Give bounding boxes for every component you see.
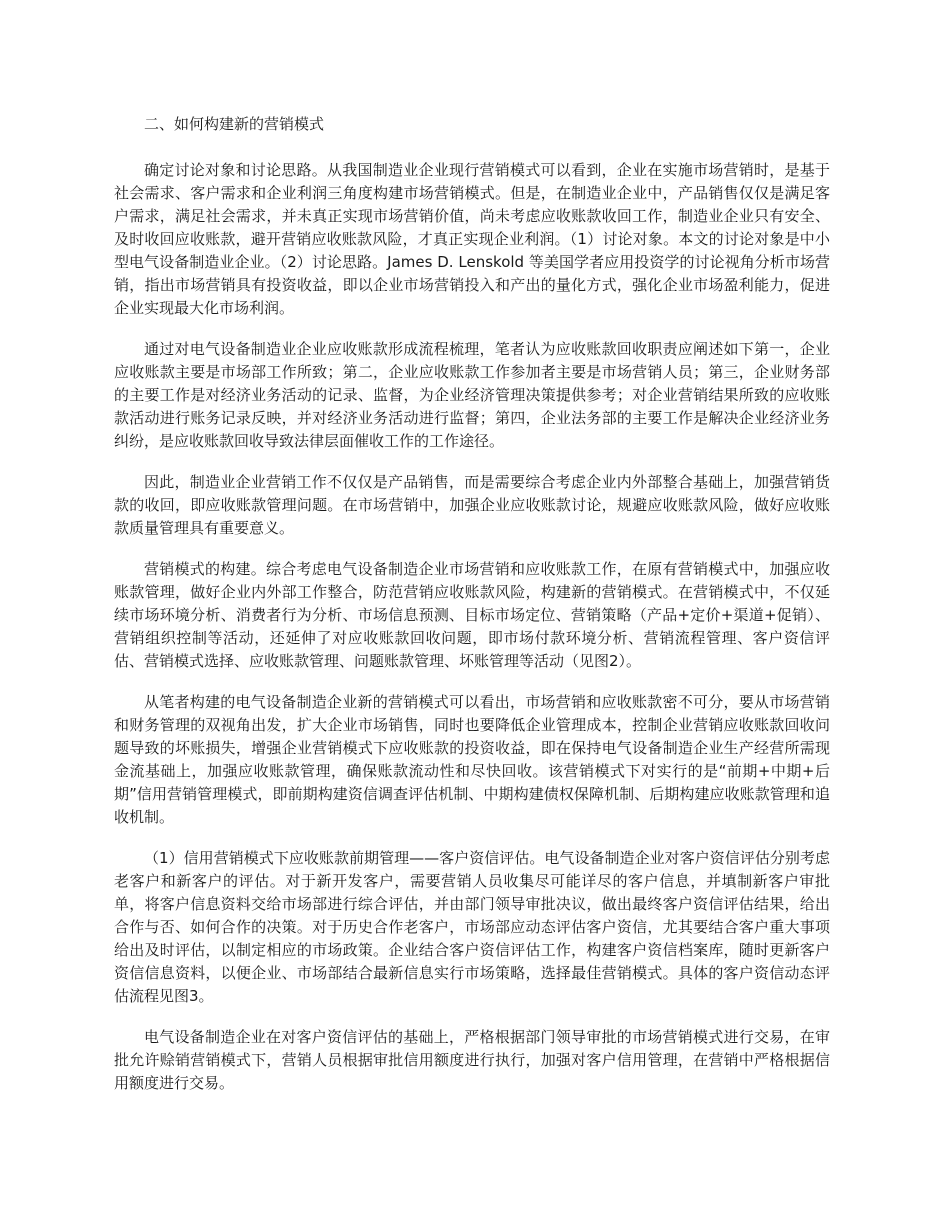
paragraph-therefore: 因此，制造业企业营销工作不仅仅是产品销售，而是需要综合考虑企业内外部整合基础上，加强营销货款的收回，即应收账款管理问题。在市场营销中，加强企业应收账款讨论，规避应收账款风险，做好应收账款质量管理具有重要意义。 (114, 473, 830, 537)
paragraph-model-analysis: 从笔者构建的电气设备制造企业新的营销模式可以看出，市场营销和应收账款密不可分，要从市场营销和财务管理的双视角出发，扩大企业市场销售，同时也要降低企业管理成本，控制企业营销应收账款回收问题导致的坏账损失，增强企业营销模式下应收账款的投资收益，即在保持电气设备制造企业生产经营所需现金流基础上，加强应收账款管理，确保账款流动性和尽快回收。该营销模式下对实行的是“前期+中期+后期”信用营销管理模式，即前期构建资信调查评估机制、中期构建债权保障机制、后期构建应收账款管理和追收机制。 (114, 693, 830, 826)
paragraph-model-construction: 营销模式的构建。综合考虑电气设备制造企业市场营销和应收账款工作，在原有营销模式中，加强应收账款管理，做好企业内外部工作整合，防范营销应收账款风险，构建新的营销模式。在营销模式中，不仅延续市场环境分析、消费者行为分析、市场信息预测、目标市场定位、营销策略（产品+定价+渠道+促销）、营销组织控制等活动，还延伸了对应收账款回收问题，即市场付款环境分析、营销流程管理、客户资信评估、营销模式选择、应收账款管理、问题账款管理、坏账管理等活动（见图2）。 (114, 560, 830, 670)
section-heading: 二、如何构建新的营销模式 (144, 115, 325, 133)
paragraph-credit-evaluation: （1）信用营销模式下应收账款前期管理——客户资信评估。电气设备制造企业对客户资信评估分别考虑老客户和新客户的评估。对于新开发客户，需要营销人员收集尽可能详尽的客户信息，并填制新客户审批单，将客户信息资料交给市场部进行综合评估，并由部门领导审批决议，做出最终客户资信评估结果，给出合作与否、如何合作的决策。对于历史合作老客户，市场部应动态评估客户资信，尤其要结合客户重大事项给出及时评估，以制定相应的市场政策。企业结合客户资信评估工作，构建客户资信档案库，随时更新客户资信信息资料，以便企业、市场部结合最新信息实行市场策略，选择最佳营销模式。具体的客户资信动态评估流程见图3。 (114, 849, 830, 1005)
paragraph-credit-trading: 电气设备制造企业在对客户资信评估的基础上，严格根据部门领导审批的市场营销模式进行交易，在审批允许赊销营销模式下，营销人员根据审批信用额度进行执行，加强对客户信用管理，在营销中严格根据信用额度进行交易。 (114, 1028, 830, 1092)
paragraph-receivable-responsibility: 通过对电气设备制造业企业应收账款形成流程梳理，笔者认为应收账款回收职责应阐述如下第一，企业应收账款主要是市场部工作所致；第二，企业应收账款工作参加者主要是市场营销人员；第三，企业财务部的主要工作是对经济业务活动的记录、监督，为企业经济管理决策提供参考；对企业营销结果所致的应收账款活动进行账务记录反映，并对经济业务活动进行监督；第四，企业法务部的主要工作是解决企业经济业务纠纷，是应收账款回收导致法律层面催收工作的工作途径。 (114, 340, 830, 450)
document-page (114, 112, 830, 1113)
paragraph-research-approach: 确定讨论对象和讨论思路。从我国制造业企业现行营销模式可以看到，企业在实施市场营销时，是基于社会需求、客户需求和企业利润三角度构建市场营销模式。但是，在制造业企业中，产品销售仅仅是满足客户需求，满足社会需求，并未真正实现市场营销价值，尚未考虑应收账款收回工作，制造业企业只有安全、及时收回应收账款，避开营销应收账款风险，才真正实现企业利润。（1）讨论对象。本文的讨论对象是中小型电气设备制造业企业。（2）讨论思路。James D. Lenskold 等美国学者应用投资学的讨论视角分析市场营销，指出市场营销具有投资收益，即以企业市场营销投入和产出的量化方式，强化企业市场盈利能力，促进企业实现最大化市场利润。 (114, 161, 830, 317)
